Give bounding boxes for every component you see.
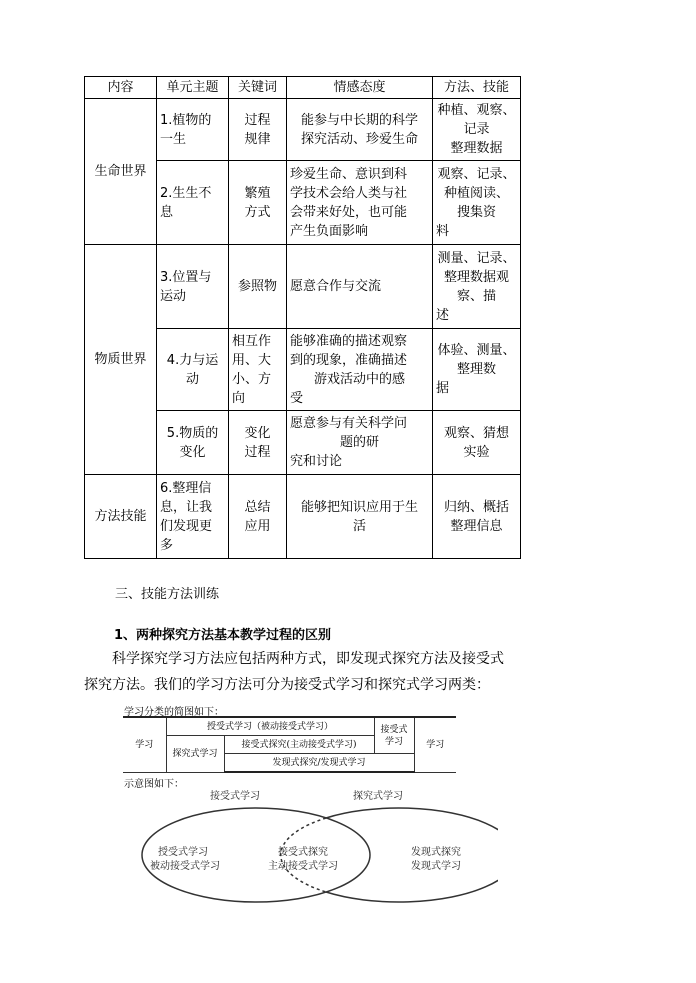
attitude-cell: 能参与中长期的科学 探究活动、珍爱生命: [287, 99, 433, 161]
header-keyword: 关键词: [229, 77, 287, 99]
attitude-cell: 珍爱生命、意识到科 学技术会给人类与社 会带来好处，也可能 产生负面影响: [287, 161, 433, 245]
theme-cell: 5.物质的 变化: [157, 411, 229, 475]
keyword-cell: 相互作 用、大 小、方 向: [229, 329, 287, 411]
method-cell: 测量、记录、 整理数据观 察、描 述: [433, 245, 521, 329]
classification-right-label: 学习: [414, 717, 456, 772]
keyword-cell: 繁殖 方式: [229, 161, 287, 245]
active-receptive-cell: 接受式探究(主动接受式学习): [224, 736, 374, 754]
method-cell: 观察、记录、 种植阅读、 搜集资 料: [433, 161, 521, 245]
discovery-cell: 发现式探究/发现式学习: [224, 754, 414, 773]
theme-cell: 2.生生不 息: [157, 161, 229, 245]
keyword-cell: 变化 过程: [229, 411, 287, 475]
header-attitude: 情感态度: [287, 77, 433, 99]
method-cell: 观察、猜想 实验: [433, 411, 521, 475]
table-row: [85, 245, 521, 329]
group-cell: 方法技能: [85, 475, 157, 559]
intro-paragraph: 科学探究学习方法应包括两种方式，即发现式探究方法及接受式探究方法。我们的学习方法可分为接受式学习和探究式学习两类：: [84, 651, 504, 693]
classification-table: [123, 716, 456, 773]
venn-right-line2: 发现式学习: [411, 861, 461, 872]
header-theme: 单元主题: [157, 77, 229, 99]
theme-cell: 3.位置与 运动: [157, 245, 229, 329]
keyword-cell: 总结 应用: [229, 475, 287, 559]
classification-left-label: 学习: [123, 717, 166, 772]
venn-middle-line2: 主动接受式学习: [268, 861, 338, 872]
unit-table: [84, 76, 521, 559]
theme-cell: 1.植物的 一生: [157, 99, 229, 161]
venn-diagram: [138, 780, 498, 905]
attitude-cell: 能够把知识应用于生 活: [287, 475, 433, 559]
venn-left-line2: 被动接受式学习: [150, 861, 220, 872]
passive-learning-cell: 授受式学习（被动接受式学习）: [166, 717, 374, 736]
attitude-cell: 愿意参与有关科学问 题的研 究和讨论: [287, 411, 433, 475]
venn-right-line1: 发现式探究: [411, 847, 461, 858]
table-row: [85, 475, 521, 559]
method-cell: 归纳、概括 整理信息: [433, 475, 521, 559]
keyword-cell: 过程 规律: [229, 99, 287, 161]
inquiry-learning-cell: 探究式学习: [166, 736, 224, 773]
subheading: 1、两种探究方法基本教学过程的区别: [114, 628, 332, 643]
classification-caption: 学习分类的简图如下：: [124, 707, 224, 718]
header-content: 内容: [85, 77, 157, 99]
section-heading: 三、技能方法训练: [115, 587, 220, 602]
venn-caption: 示意图如下：: [124, 779, 184, 790]
group-cell: 物质世界: [85, 245, 157, 475]
header-method: 方法、技能: [433, 77, 521, 99]
theme-cell: 6.整理信 息，让我 们发现更 多: [157, 475, 229, 559]
venn-title-left: 接受式学习: [210, 791, 260, 802]
keyword-cell: 参照物: [229, 245, 287, 329]
group-cell: 生命世界: [85, 99, 157, 245]
method-cell: 体验、测量、 整理数 据: [433, 329, 521, 411]
table-row: [85, 99, 521, 161]
table-header-row: [85, 77, 521, 99]
method-cell: 种植、观察、 记录 整理数据: [433, 99, 521, 161]
theme-cell: 4.力与运 动: [157, 329, 229, 411]
attitude-cell: 能够准确的描述观察 到的现象，准确描述 游戏活动中的感 受: [287, 329, 433, 411]
venn-title-right: 探究式学习: [353, 791, 403, 802]
venn-left-line1: 授受式学习: [158, 847, 208, 858]
attitude-cell: 愿意合作与交流: [287, 245, 433, 329]
venn-middle-line1: 接受式探究: [278, 847, 328, 858]
receptive-group-cell: 接受式 学习: [374, 717, 414, 754]
